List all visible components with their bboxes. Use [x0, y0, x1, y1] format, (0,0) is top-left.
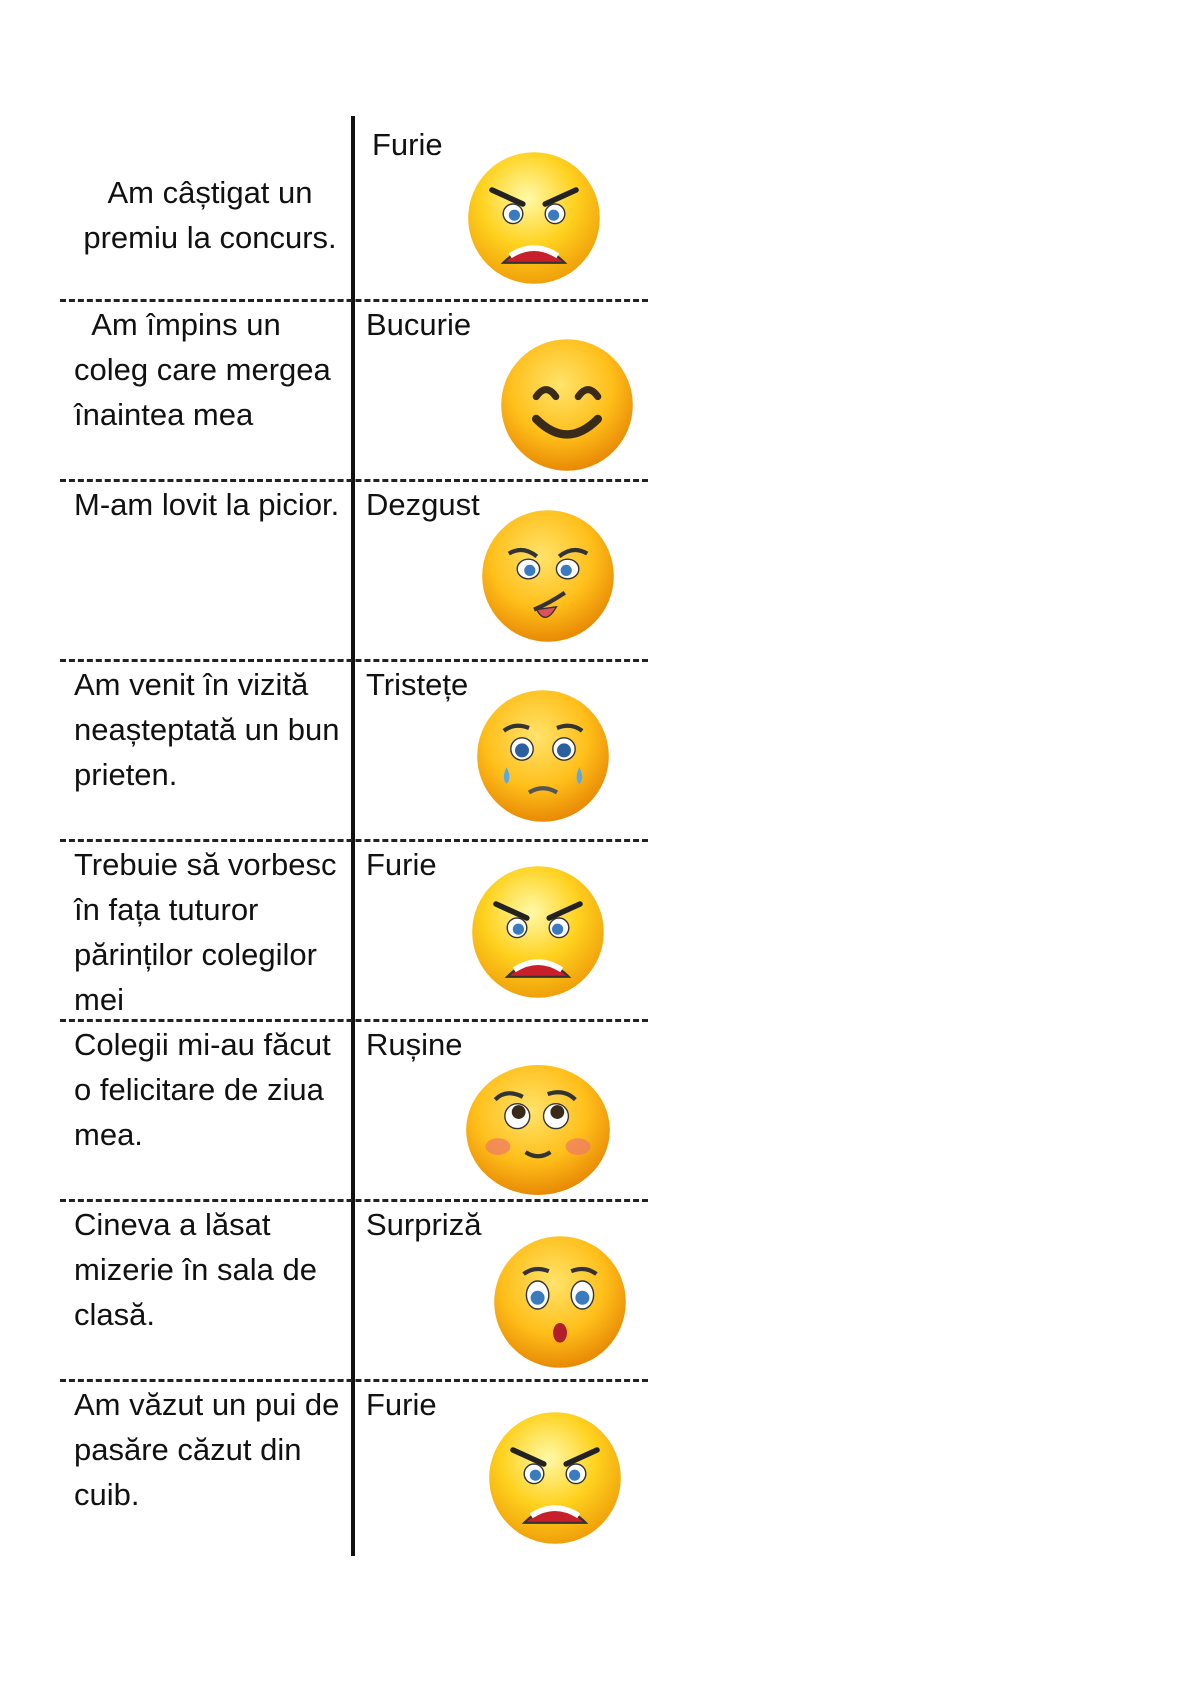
emotion-label: Tristețe [366, 667, 469, 702]
situation-text: Am văzut un pui de pasăre căzut din cuib. [74, 1387, 340, 1512]
situation-text: M-am lovit la picior. [74, 487, 340, 522]
smiling-face-icon [497, 335, 637, 475]
surprised-face-icon [490, 1232, 630, 1372]
crying-face-icon [473, 686, 613, 826]
situation-text: Trebuie să vorbesc în fața tuturor părinților colegilor mei [74, 847, 337, 1017]
table-row [60, 120, 648, 300]
situation-text: Am câștigat un premiu la concurs. [83, 175, 337, 255]
situation-text: Am împins un coleg care mergea înaintea mea [74, 307, 340, 432]
emotion-label: Furie [372, 127, 443, 162]
angry-face-icon [464, 148, 604, 288]
table-row [60, 300, 648, 480]
table-row [60, 1020, 648, 1200]
table-row [60, 660, 648, 840]
embarrassed-face-icon [462, 1060, 614, 1200]
angry-face-icon [485, 1408, 625, 1548]
angry-face-icon [468, 862, 608, 1002]
emotion-label: Rușine [366, 1027, 463, 1062]
situation-text: Cineva a lăsat mizerie în sala de clasă. [74, 1207, 317, 1332]
emotion-label: Dezgust [366, 487, 480, 522]
table-row [60, 1200, 648, 1380]
table-row [60, 1380, 648, 1556]
table-row [60, 480, 648, 660]
table-row [60, 840, 648, 1020]
situation-text: Colegii mi-au făcut o felicitare de ziua mea. [74, 1027, 331, 1152]
emotion-label: Bucurie [366, 307, 472, 342]
disgusted-face-icon [478, 506, 618, 646]
emotion-label: Furie [366, 1387, 437, 1422]
emotion-label: Surpriză [366, 1207, 482, 1242]
situation-text: Am venit în vizită neașteptată un bun prieten. [74, 667, 340, 792]
emotion-label: Furie [366, 847, 437, 882]
